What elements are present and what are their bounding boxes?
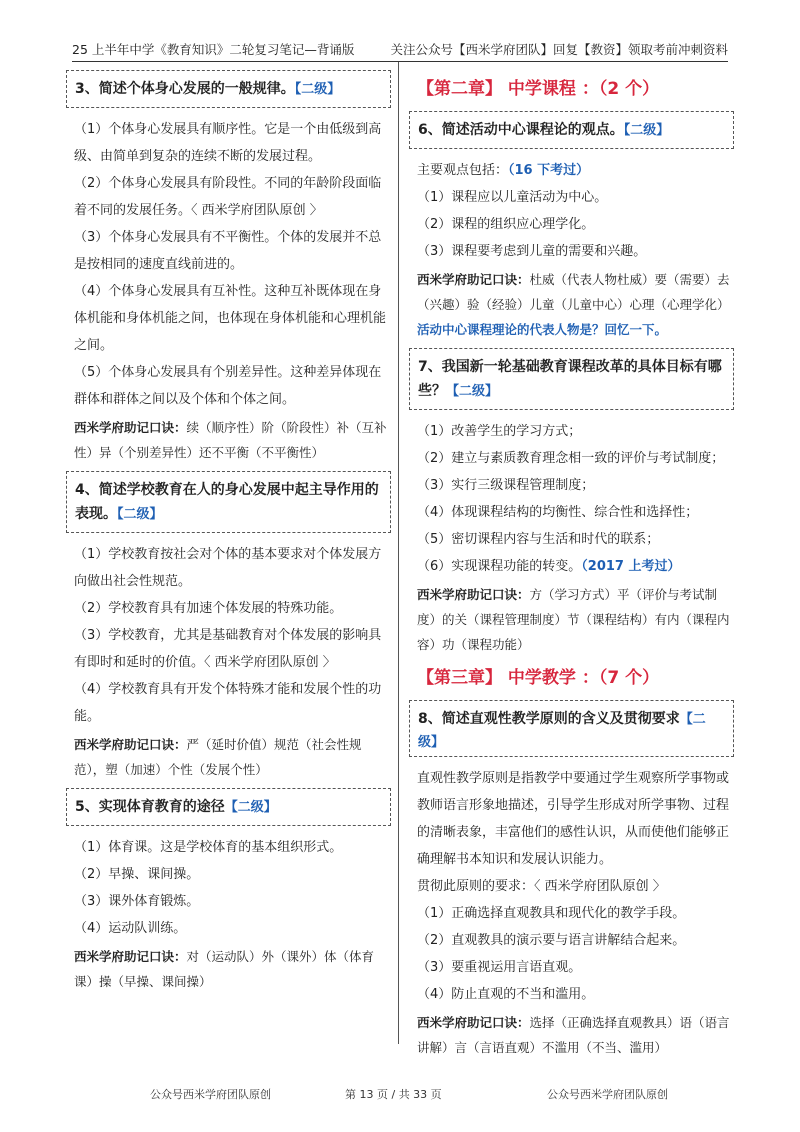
q6-box — [409, 111, 734, 149]
q3-memo: 西米学府助记口诀：续（顺序性）阶（阶段性）补（互补性）异（个别差异性）还不平衡（不平衡性） — [74, 420, 387, 460]
q6-p3: （3）课程要考虑到儿童的需要和兴趣。 — [417, 244, 647, 259]
q8-requirements: 贯彻此原则的要求：〈 西米学府团队原创 〉 — [417, 879, 666, 894]
q6-p2: （2）课程的组织应心理学化。 — [417, 217, 595, 232]
q5-tag: 【二级】 — [224, 800, 277, 815]
q7-p4: （4）体现课程结构的均衡性、综合性和选择性； — [417, 505, 699, 520]
q8-p2: （2）直观教具的演示要与语言讲解结合起来。 — [417, 933, 686, 948]
q7-tag: 【二级】 — [446, 384, 499, 399]
q7-p3: （3）实行三级课程管理制度； — [417, 478, 595, 493]
right-column — [409, 70, 734, 1066]
q8-box — [409, 700, 734, 757]
q6-intro: 主要观点包括：（16 下考过） — [417, 163, 590, 178]
q4-p4: （4）学校教育具有开发个体特殊才能和发展个性的功能。 — [74, 682, 382, 724]
left-column — [66, 70, 391, 1000]
q4-box — [66, 471, 391, 533]
chapter-2-heading: 【第二章】 中学课程 ：（2 个） — [417, 79, 660, 99]
q3-tag: 【二级】 — [294, 82, 341, 97]
q6-p1: （1）课程应以儿童活动为中心。 — [417, 190, 608, 205]
header-left: 25 上半年中学《教育知识》二轮复习笔记—背诵版 — [72, 42, 355, 57]
q4-p3: （3）学校教育，尤其是基础教育对个体发展的影响具有即时和延时的价值。〈 西米学府团队原创 〉 — [74, 628, 382, 670]
q8-memo: 西米学府助记口诀：选择（正确选择直观教具）语（语言讲解）言（言语直观）不滥用（不当、滥用） — [417, 1015, 730, 1055]
q8-p4: （4）防止直观的不当和滥用。 — [417, 987, 595, 1002]
q5-p2: （2）早操、课间操。 — [74, 867, 200, 882]
q4-tag: 【二级】 — [117, 507, 163, 522]
footer-right: 公众号西米学府团队原创 — [547, 1088, 668, 1101]
footer-left: 公众号西米学府团队原创 — [150, 1088, 271, 1101]
q3-p2: （2）个体身心发展具有阶段性。不同的年龄阶段面临着不同的发展任务。〈 西米学府团队原创 〉 — [74, 176, 382, 218]
q3-p4: （4）个体身心发展具有互补性。这种互补既体现在身体机能和身体机能之间，也体现在身体机能和心理机能之间。 — [74, 284, 387, 353]
q3-p1: （1）个体身心发展具有顺序性。它是一个由低级到高级、由简单到复杂的连续不断的发展过程。 — [74, 122, 382, 164]
q6-memo: 西米学府助记口诀：杜威（代表人物杜威）要（需要）去（兴趣）验（经验）儿童（儿童中心）心理（心理学化） 活动中心课程理论的代表人物是？回忆一下。 — [417, 272, 730, 337]
q5-title: 5、实现体育教育的途径 — [75, 799, 225, 815]
q7-title: 7、我国新一轮基础教育课程改革的具体目标有哪些？ — [418, 359, 722, 399]
q5-memo: 西米学府助记口诀：对（运动队）外（课外）体（体育课）操（早操、课间操） — [74, 949, 375, 989]
q3-p3: （3）个体身心发展具有不平衡性。个体的发展并不总是按相同的速度直线前进的。 — [74, 230, 382, 272]
q5-p4: （4）运动队训练。 — [74, 921, 187, 936]
q8-definition: 直观性教学原则是指教学中要通过学生观察所学事物或教师语言形象地描述，引导学生形成对所学事物、过程的清晰表象，丰富他们的感性认识，从而使他们能够正确理解书本知识和发展认识能力。 — [417, 771, 730, 867]
q4-p2: （2）学校教育具有加速个体发展的特殊功能。 — [74, 601, 343, 616]
q4-memo: 西米学府助记口诀：严（延时价值）规范（社会性规范），塑（加速）个性（发展个性） — [74, 737, 362, 777]
page-header — [72, 36, 728, 62]
chapter-3-heading: 【第三章】 中学教学 ：（7 个） — [417, 668, 660, 688]
q5-p1: （1）体育课。这是学校体育的基本组织形式。 — [74, 840, 343, 855]
q7-p5: （5）密切课程内容与生活和时代的联系； — [417, 532, 660, 547]
q3-box — [66, 70, 391, 108]
column-divider — [398, 62, 399, 1044]
q4-title: 4、简述学校教育在人的身心发展中起主导作用的表现。 — [75, 482, 379, 522]
q4-p1: （1）学校教育按社会对个体的基本要求对个体发展方向做出社会性规范。 — [74, 547, 382, 589]
header-right: 关注公众号【西米学府团队】回复【教资】领取考前冲刺资料 — [390, 42, 728, 57]
q6-tag: 【二级】 — [623, 123, 670, 138]
q7-memo: 西米学府助记口诀：方（学习方式）平（评价与考试制度）的关（课程管理制度）节（课程结构）有内（课程内容）功（课程功能） — [417, 587, 730, 652]
q8-p3: （3）要重视运用言语直观。 — [417, 960, 582, 975]
q5-box — [66, 788, 391, 826]
q6-title: 6、简述活动中心课程论的观点。 — [418, 122, 624, 138]
q7-p6: （6）实现课程功能的转变。（2017 上考过） — [417, 559, 681, 574]
q8-title: 8、简述直观性教学原则的含义及贯彻要求 — [418, 711, 680, 727]
q7-box — [409, 348, 734, 410]
q3-title: 3、简述个体身心发展的一般规律。 — [75, 81, 295, 97]
q7-p1: （1）改善学生的学习方式； — [417, 424, 582, 439]
footer-page-number: 第 13 页 / 共 33 页 — [345, 1088, 442, 1101]
q7-p2: （2）建立与素质教育理念相一致的评价与考试制度； — [417, 451, 725, 466]
q3-p5: （5）个体身心发展具有个别差异性。这种差异体现在群体和群体之间以及个体和个体之间。 — [74, 365, 382, 407]
q5-p3: （3）课外体育锻炼。 — [74, 894, 200, 909]
q8-p1: （1）正确选择直观教具和现代化的教学手段。 — [417, 906, 686, 921]
q8-tag: 【二级】 — [418, 712, 706, 750]
